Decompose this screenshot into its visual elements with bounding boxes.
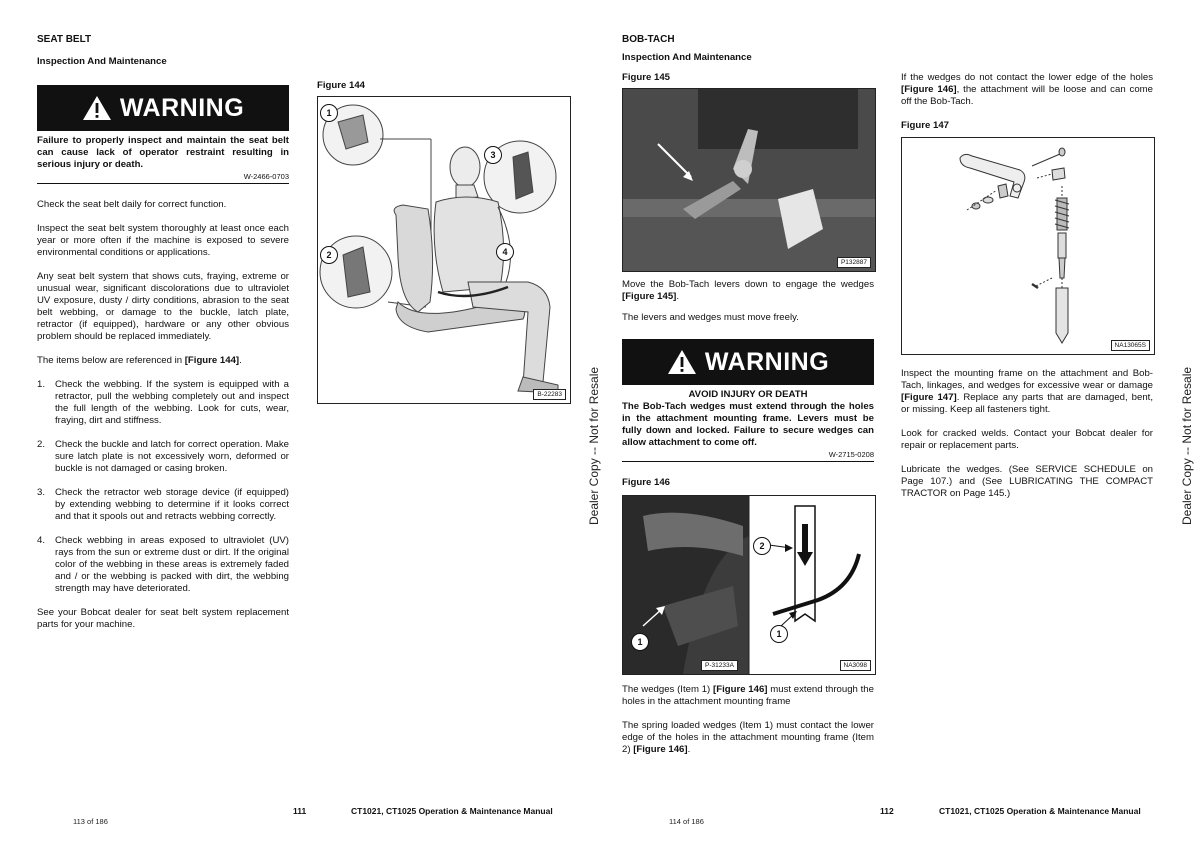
- paragraph-items-reference: The items below are referenced in [Figure 144].: [37, 355, 242, 366]
- figure-reference: [Figure 146]: [713, 684, 768, 695]
- page-number-left: 111: [293, 806, 307, 816]
- paragraph-daily-check: Check the seat belt daily for correct function.: [37, 199, 227, 210]
- inspection-list: [37, 379, 289, 607]
- list-item: 1. Check the webbing. If the system is equipped with a retractor, pull the webbing completely out and inspect the full length of the webbing. Look for cuts, wear, fraying, dirt and stiffness.: [37, 379, 289, 426]
- figure-reference: [Figure 146]: [901, 84, 957, 95]
- paragraph-lubricate: Lubricate the wedges. (See SERVICE SCHEDULE on Page 107.) and (See LUBRICATING THE COMPACT TRACTOR on Page 145.): [901, 464, 1153, 499]
- warning-code: W-2466-0703: [243, 172, 289, 181]
- warning-heading: AVOID INJURY OR DEATH: [688, 389, 808, 400]
- warning-divider-right: [622, 461, 874, 462]
- subtitle-inspection-right: Inspection And Maintenance: [622, 52, 752, 63]
- callout-2: 2: [320, 246, 338, 264]
- figure-147-exploded-view: [901, 137, 1155, 355]
- paragraph-wedges-loose: If the wedges do not contact the lower edge of the holes [Figure 146], the attachment will be loose and can come off the Bob-Tach.: [901, 72, 1153, 107]
- figure-reference: [Figure 146]: [633, 744, 688, 755]
- figure-147-code: NA13065S: [1111, 340, 1150, 351]
- warning-triangle-icon: [667, 349, 697, 375]
- figure-reference: [Figure 145]: [622, 291, 677, 302]
- list-item: 2. Check the buckle and latch for correct operation. Make sure latch plate is not excessively worn, deformed or buckle is not damaged or casing broken.: [37, 439, 289, 474]
- section-title-bob-tach: BOB-TACH: [622, 34, 675, 45]
- paragraph-inspect-frame: Inspect the mounting frame on the attachment and Bob-Tach, linkages, and wedges for excessive wear or damage [Figure 147]. Replace any parts that are damaged, bent, or missing. Keep all fasteners tight.: [901, 368, 1153, 415]
- figure-reference: [Figure 144]: [184, 355, 240, 366]
- figure-144-caption: Figure 144: [317, 80, 365, 91]
- page-of-right: 114 of 186: [669, 817, 704, 826]
- figure-reference: [Figure 147]: [901, 392, 957, 403]
- paragraph-levers-free: The levers and wedges must move freely.: [622, 312, 799, 323]
- warning-label: WARNING: [119, 93, 245, 122]
- figure-147-caption: Figure 147: [901, 120, 949, 131]
- figure-145-caption: Figure 145: [622, 72, 670, 83]
- paragraph-replace-conditions: Any seat belt system that shows cuts, fraying, extreme or unusual wear, significant discolorations due to ultraviolet UV exposure, dusty / dirty conditions, abrasion to the seat belt webbing, or damage to the buckle, latch plate, retractor (if equipped), hardware or any other obvious problem should be replaced immediately.: [37, 271, 289, 342]
- paragraph-wedges-extend: The wedges (Item 1) [Figure 146] must extend through the holes in the attachment mounting frame: [622, 684, 874, 707]
- figure-146-caption: Figure 146: [622, 477, 670, 488]
- callout-wedge-1-photo: 1: [631, 633, 649, 651]
- figure-146-code-right: NA3098: [840, 660, 872, 671]
- list-item: 3. Check the retractor web storage device (if equipped) by extending webbing to determine if it looks correct and that it spools out and retracts webbing correctly.: [37, 487, 289, 522]
- callout-3: 3: [484, 146, 502, 164]
- figure-145-photo: [622, 88, 876, 272]
- lever-wedge-exploded-diagram: [902, 138, 1154, 354]
- operator-seated-illustration: [318, 97, 570, 403]
- manual-title-left: CT1021, CT1025 Operation & Maintenance Manual: [351, 806, 553, 816]
- paragraph-spring-wedges: The spring loaded wedges (Item 1) must contact the lower edge of the holes in the attachment mounting frame (Item 2) [Figure 146].: [622, 720, 874, 755]
- warning-divider: [37, 183, 289, 184]
- warning-text-right: The Bob-Tach wedges must extend through the holes in the attachment mounting frame. Levers must be fully down and locked. Failure to secure wedges can allow attachment to come off.: [622, 401, 874, 448]
- manual-title-right: CT1021, CT1025 Operation & Maintenance Manual: [939, 806, 1141, 816]
- callout-1: 1: [320, 104, 338, 122]
- callout-wedge-1-drawing: 1: [770, 625, 788, 643]
- paragraph-dealer-parts: See your Bobcat dealer for seat belt system replacement parts for your machine.: [37, 607, 289, 630]
- callout-4: 4: [496, 243, 514, 261]
- warning-banner-right: [622, 339, 874, 385]
- figure-146-code-left: P-31233A: [701, 660, 738, 671]
- page-number-right: 112: [880, 806, 894, 816]
- warning-banner: [37, 85, 289, 131]
- paragraph-cracked-welds: Look for cracked welds. Contact your Bobcat dealer for repair or replacement parts.: [901, 428, 1153, 451]
- section-title-seat-belt: SEAT BELT: [37, 34, 92, 45]
- bob-tach-lever-photo: [623, 89, 875, 271]
- wedge-illustration: [623, 496, 875, 674]
- warning-text: Failure to properly inspect and maintain the seat belt can cause lack of operator restraint resulting in serious injury or death.: [37, 135, 289, 170]
- figure-145-code: P132887: [837, 257, 871, 268]
- warning-label: WARNING: [704, 347, 830, 376]
- list-item: 4. Check webbing in areas exposed to ultraviolet (UV) rays from the sun or extreme dust or dirt. If the original color of the webbing in these areas is extremely faded and / or the webbing is packed with dirt, the webbing strength may have deteriorated.: [37, 535, 289, 594]
- warning-code-right: W-2715-0208: [828, 450, 874, 459]
- callout-frame-2: 2: [753, 537, 771, 555]
- figure-146-wedge-detail: [622, 495, 876, 675]
- warning-triangle-icon: [82, 95, 112, 121]
- figure-144-seat-belt-illustration: [317, 96, 571, 404]
- figure-144-code: B-22283: [533, 389, 566, 400]
- watermark-right: Dealer Copy -- Not for Resale: [1180, 366, 1194, 525]
- page-of-left: 113 of 186: [73, 817, 108, 826]
- paragraph-move-levers: Move the Bob-Tach levers down to engage the wedges [Figure 145].: [622, 279, 874, 302]
- watermark-left: Dealer Copy -- Not for Resale: [587, 366, 601, 525]
- subtitle-inspection: Inspection And Maintenance: [37, 56, 167, 67]
- paragraph-inspect-yearly: Inspect the seat belt system thoroughly at least once each year or more often if the machine is exposed to severe environmental conditions or applications.: [37, 223, 289, 258]
